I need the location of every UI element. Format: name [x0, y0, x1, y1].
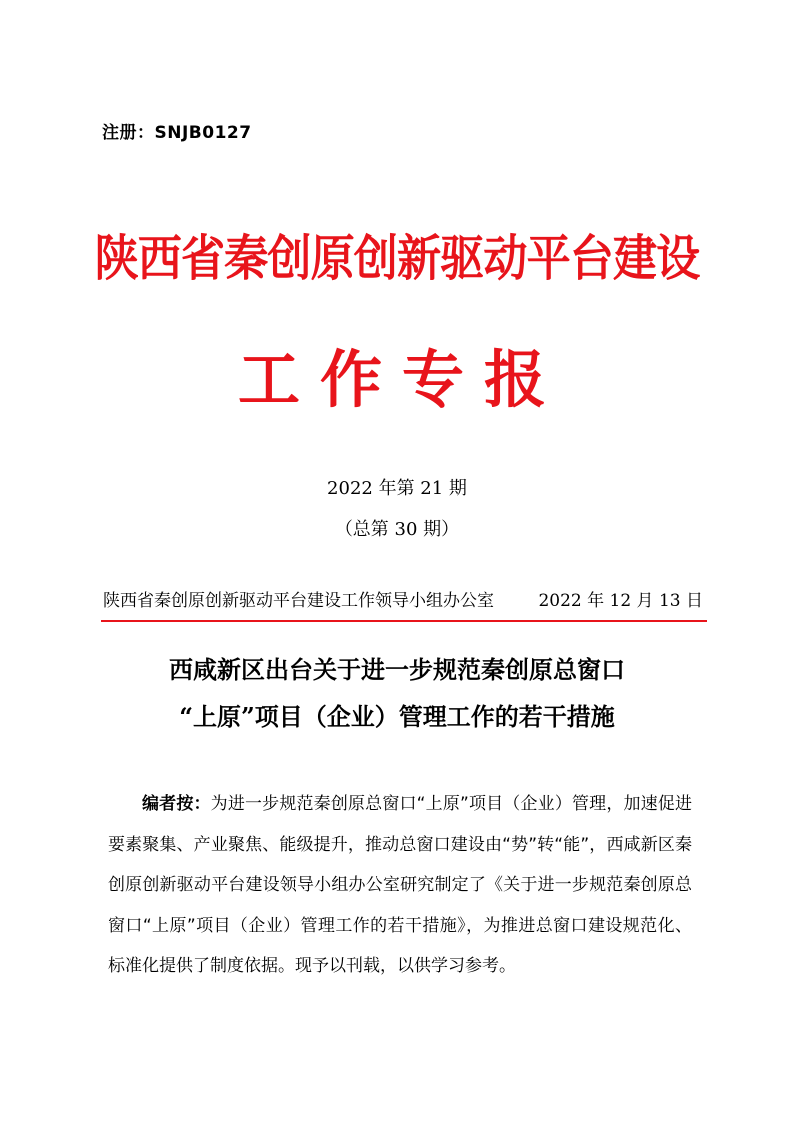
- publish-date: 2022 年 12 月 13 日: [538, 591, 703, 611]
- publisher-name: 陕西省秦创原创新驱动平台建设工作领导小组办公室: [103, 591, 494, 611]
- issue-total-number: （总第 30 期）: [334, 519, 460, 540]
- article-title-line-2: “上原”项目（企业）管理工作的若干措施: [179, 702, 615, 731]
- red-divider: [101, 620, 707, 622]
- publisher-line: [103, 586, 703, 611]
- editor-note-label: 编者按：: [142, 794, 211, 814]
- editor-note-body: 为进一步规范秦创原总窗口“上原”项目（企业）管理，加速促进要素聚集、产业聚焦、能级提升，推动总窗口建设由“势”转“能”，西咸新区秦创原创新驱动平台建设领导小组办公室研究制定了《关于进一步规范秦创原总窗口“上原”项目（企业）管理工作的若干措施》，为推进总窗口建设规范化、标准化提供了制度依据。现予以刊载，以供学习参考。: [108, 794, 692, 976]
- article-title-line-1: 西咸新区出台关于进一步规范秦创原总窗口: [169, 655, 625, 684]
- editor-note: [108, 784, 692, 987]
- masthead-title: 陕西省秦创原创新驱动平台建设: [94, 229, 700, 287]
- registration-number: 注册：SNJB0127: [102, 123, 252, 143]
- masthead-subtitle: 工作专报: [237, 343, 566, 416]
- issue-number: 2022 年第 21 期: [327, 478, 467, 499]
